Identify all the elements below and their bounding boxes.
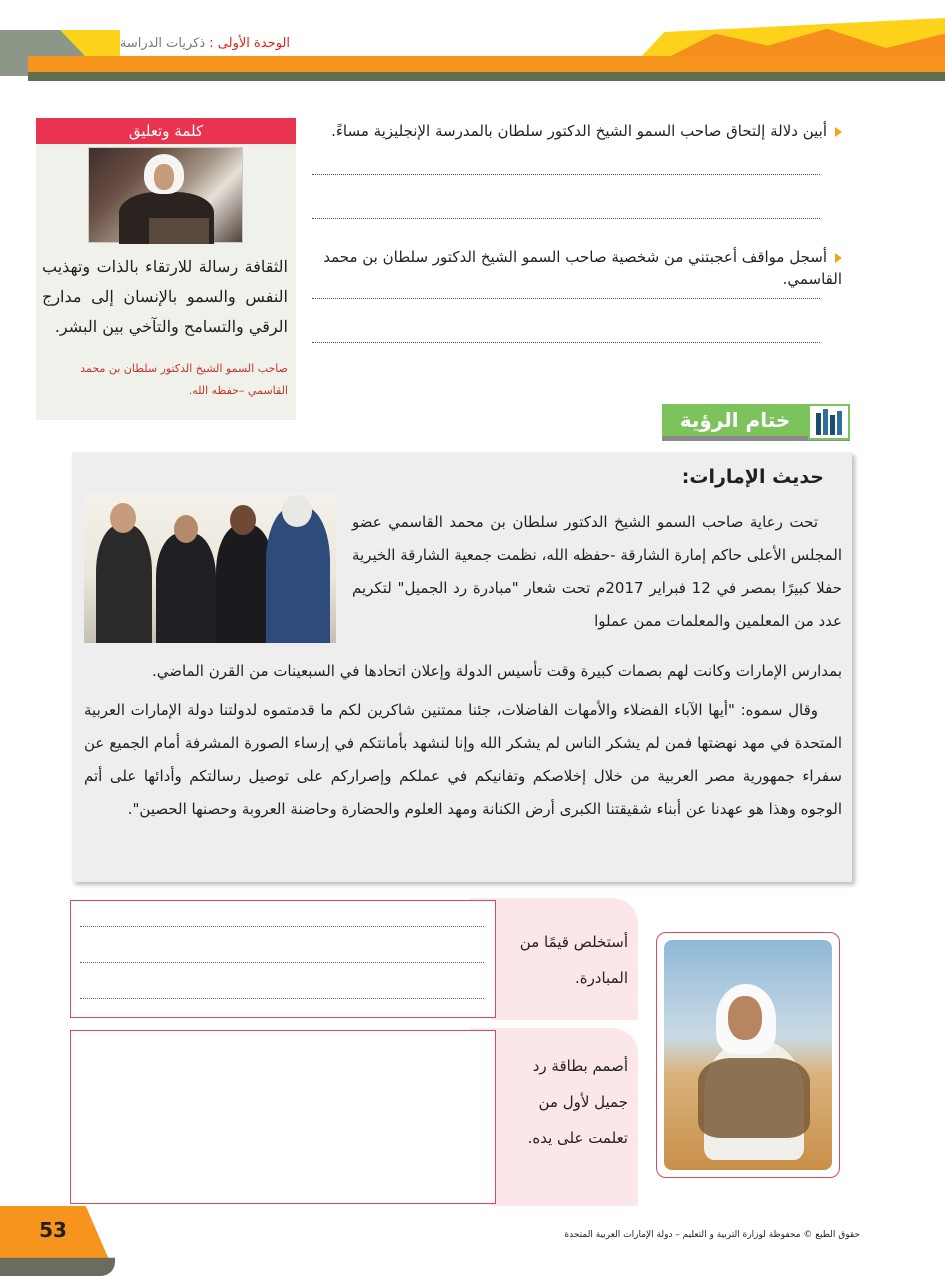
portrait-cloak [698, 1058, 810, 1138]
photo-person-head [110, 503, 136, 533]
activity-2-answer-box[interactable] [70, 1030, 496, 1204]
quote-source: صاحب السمو الشيخ الدكتور سلطان بن محمد القاسمي –حفظه الله. [80, 362, 288, 397]
question-1 [312, 120, 842, 142]
question-2 [312, 246, 842, 290]
article-paragraph-1: تحت رعاية صاحب السمو الشيخ الدكتور سلطان بن محمد القاسمي عضو المجلس الأعلى حاكم إمارة الشارقة -حفظه الله، نظمت جمعية الشارقة الخيرية حفلا كبيرًا بمصر في 12 فبراير 2017م تحت شعار "مبادرة رد الجميل" لتكريم عدد من المعلمين والمعلمات ممن عملوا [352, 513, 842, 630]
activity-1-label: أستخلص قيمًا من المبادرة. [519, 933, 628, 987]
section-title: ختام الرؤية [679, 408, 791, 432]
answer-line[interactable] [312, 218, 820, 219]
answer-line[interactable] [80, 926, 484, 927]
unit-name: الوحدة الأولى [217, 36, 290, 51]
book-spine [816, 413, 821, 435]
book-spine [823, 409, 828, 435]
header-bar [28, 72, 945, 81]
answer-line[interactable] [80, 998, 484, 999]
copyright-notice: حقوق الطبع © محفوظة لوزارة التربية و التعليم – دولة الإمارات العربية المتحدة [564, 1230, 860, 1240]
portrait-photo [664, 940, 832, 1170]
quote-photo [88, 147, 243, 243]
lesson-name: ذكريات الدراسة [119, 36, 206, 51]
photo-podium [149, 218, 209, 244]
header-orange-band [28, 56, 945, 72]
answer-line[interactable] [312, 174, 820, 175]
article-paragraph-2: وقال سموه: "أيها الآباء الفضلاء والأمهات الفاضلات، جئنا ممتنين شاكرين لكم ما قدمتموه لدولتنا دولة الإمارات العربية المتحدة في مهد نهضتها فمن لم يشكر الناس لم يشكر الله وإنا لنشهد بأمانتكم في إرساء الصورة المشرفة أمام الجميع عن سفراء جمهورية مصر العربية من خلال إخلاصكم وتفانيكم في عملكم وإصراركم على توصيل رسالتكم وأدائها على أتم الوجوه وهذا هو عهدنا عن أبناء شقيقتنا الكبرى أرض الكنانة ومهد العلوم والحضارة وحاضنة العروبة وحصنها الحصين". [84, 701, 842, 818]
question-1-text: أبين دلالة إلتحاق صاحب السمو الشيخ الدكتور سلطان بالمدرسة الإنجليزية مساءً. [331, 122, 827, 140]
books-icon [808, 404, 850, 440]
answer-line[interactable] [312, 342, 820, 343]
photo-person-head [230, 505, 256, 535]
quote-card-heading: كلمة وتعليق [36, 118, 296, 144]
photo-person-head [282, 495, 312, 527]
activity-1-answer-box[interactable] [70, 900, 496, 1018]
book-spine [830, 415, 835, 435]
photo-person-head [174, 515, 198, 543]
page-number: 53 [39, 1218, 67, 1242]
question-2-text: أسجل مواقف أعجبتني من شخصية صاحب السمو الشيخ الدكتور سلطان بن محمد القاسمي. [323, 248, 842, 288]
answer-line[interactable] [80, 962, 484, 963]
ceremony-photo [84, 493, 336, 643]
photo-figure-face [154, 164, 174, 190]
unit-separator: : [205, 36, 218, 51]
activity-2-label: أصمم بطاقة رد جميل لأول من تعلمت على يده. [527, 1057, 628, 1147]
portrait-face [728, 996, 762, 1040]
bullet-icon [835, 127, 842, 137]
photo-person [266, 507, 330, 643]
photo-person [96, 525, 152, 643]
article-title: حديث الإمارات: [681, 466, 824, 488]
bullet-icon [835, 253, 842, 263]
photo-person [156, 533, 216, 643]
book-spine [837, 411, 842, 435]
answer-line[interactable] [312, 298, 820, 299]
article-paragraph-1-end: بمدارس الإمارات وكانت لهم بصمات كبيرة وقت تأسيس الدولة وإعلان اتحادها في السبعينات من القرن الماضي. [151, 662, 842, 680]
quote-text: الثقافة رسالة للارتقاء بالذات وتهذيب النفس والسمو بالإنسان إلى مدارج الرقي والتسامح والتآخي بين البشر. [42, 257, 288, 336]
unit-title [100, 36, 290, 51]
